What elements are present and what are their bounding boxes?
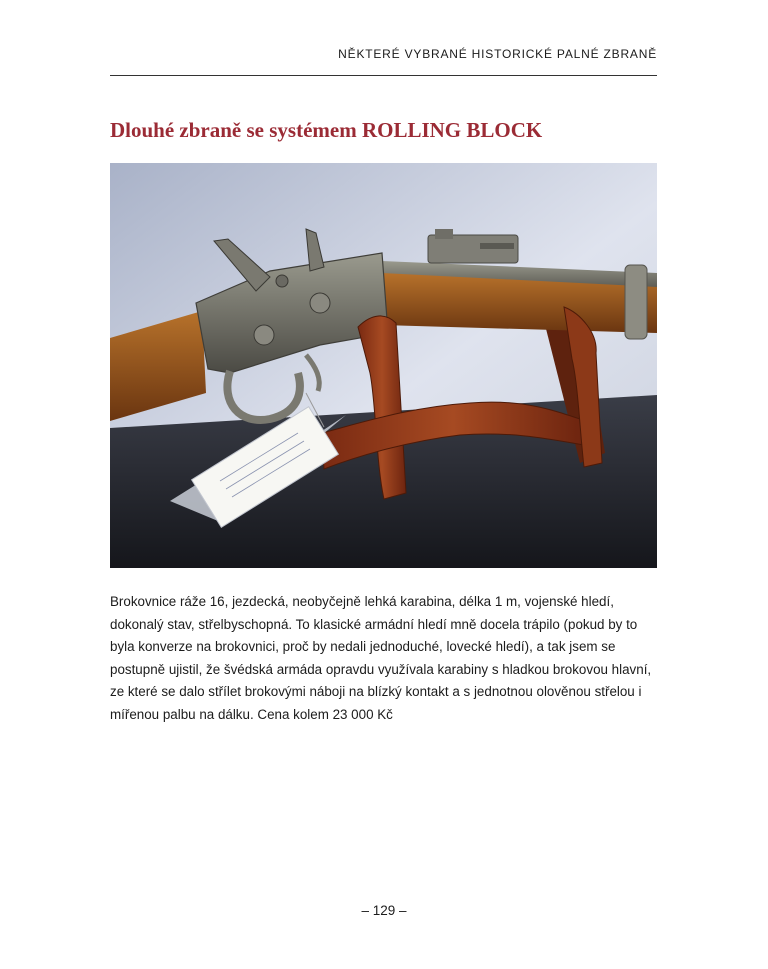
rifle-photo [110, 163, 657, 568]
running-header: NĚKTERÉ VYBRANÉ HISTORICKÉ PALNÉ ZBRANĚ [338, 47, 657, 61]
section-title: Dlouhé zbraně se systémem ROLLING BLOCK [110, 118, 543, 142]
page-number: – 129 – [361, 903, 407, 918]
barrel-band [625, 265, 647, 339]
header-rule [110, 75, 657, 76]
description-paragraph: Brokovnice ráže 16, jezdecká, neobyčejně lehká karabina, délka 1 m, vojenské hledí, dokonalý stav, střelbyschopná. To klasické armádní hledí mně docela trápilo (pokud by to byla konverze na brokovnici, proč by nedali jednoduché, lovecké hledí), a tak jsem se postupně ujistil, že švédská armáda opravdu využívala karabiny s hladkou brokovou hlavní, ze které se dalo střílet brokovými náboji na blízký kontakt a s jednotnou olověnou střelou i mířenou palbu na dálku. Cena kolem 23 000 Kč [110, 594, 652, 722]
